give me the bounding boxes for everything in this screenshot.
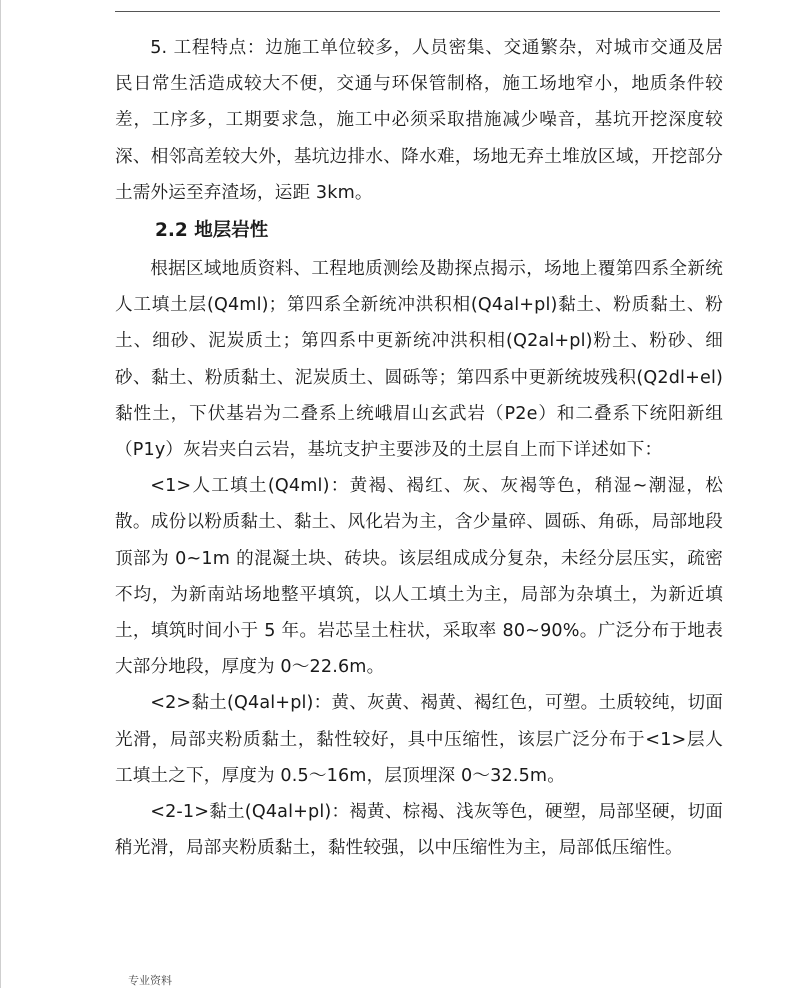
- paragraph-layer-2: <2>黏土(Q4al+pl)：黄、灰黄、褐黄、褐红色，可塑。土质较纯，切面光滑，局部夹粉质黏土，黏性较好，具中压缩性，该层广泛分布于<1>层人工填土之下，厚度为 0.5～16m，层顶埋深 0～32.5m。: [115, 693, 723, 786]
- footer-label: 专业资料: [128, 974, 172, 987]
- document-body: [115, 30, 723, 866]
- paragraph-project-features: 5. 工程特点：边施工单位较多，人员密集、交通繁杂，对城市交通及居民日常生活造成较大不便，交通与环保管制格，施工场地窄小，地质条件较差，工序多，工期要求急，施工中必须采取措施减少噪音，基坑开挖深度较深、相邻高差较大外，基坑边排水、降水难，场地无弃土堆放区域，开挖部分土需外运至弃渣场，运距 3km。: [115, 38, 723, 203]
- section-heading: 2.2 地层岩性: [155, 220, 269, 242]
- paragraph-stratigraphy-overview: 根据区域地质资料、工程地质测绘及勘探点揭示，场地上覆第四系全新统人工填土层(Q4ml)；第四系全新统冲洪积相(Q4al+pl)黏土、粉质黏土、粉土、细砂、泥炭质土；第四系中更新统冲洪积相(Q2al+pl)粉土、粉砂、细砂、黏土、粉质黏土、泥炭质土、圆砾等；第四系中更新统坡残积(Q2dl+el)黏性土，下伏基岩为二叠系上统峨眉山玄武岩（P2e）和二叠系下统阳新组（P1y）灰岩夹白云岩，基坑支护主要涉及的土层自上而下详述如下：: [115, 259, 723, 461]
- header-rule: [115, 11, 720, 12]
- paragraph-layer-2-1: <2-1>黏土(Q4al+pl)：褐黄、棕褐、浅灰等色，硬塑，局部坚硬，切面稍光滑，局部夹粉质黏土，黏性较强，以中压缩性为主，局部低压缩性。: [115, 802, 723, 859]
- page-left-edge: [0, 0, 1, 988]
- paragraph-layer-1: <1>人工填土(Q4ml)：黄褐、褐红、灰、灰褐等色，稍湿~潮湿，松散。成份以粉质黏土、黏土、风化岩为主，含少量碎、圆砾、角砾，局部地段顶部为 0~1m 的混凝土块、砖块。该层组成成分复杂，未经分层压实，疏密不均，为新南站场地整平填筑，以人工填土为主，局部为杂填土，为新近填土，填筑时间小于 5 年。岩芯呈土柱状，采取率 80~90%。广泛分布于地表大部分地段，厚度为 0～22.6m。: [115, 476, 723, 678]
